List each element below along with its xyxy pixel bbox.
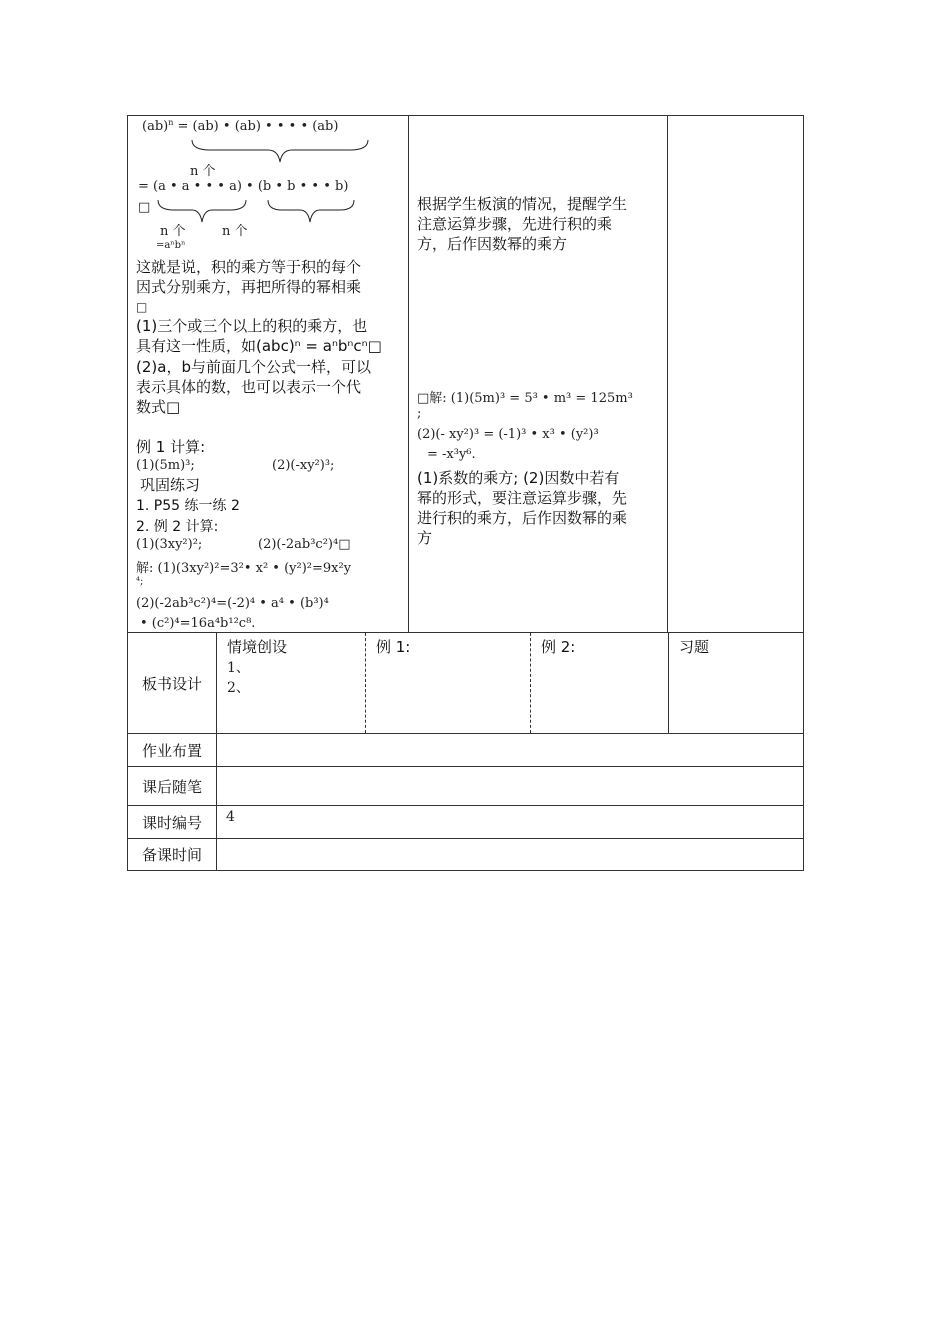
underbrace-icon — [156, 198, 356, 224]
solution-line: ; — [417, 406, 422, 421]
board-cell-exercise: 习题 — [669, 633, 804, 734]
lesson-number-value: 4 — [217, 806, 804, 839]
example-1-title: 例 1 计算: — [136, 438, 206, 456]
n-count-label: n 个 — [190, 164, 216, 179]
underbrace-icon — [190, 138, 370, 164]
lesson-number-row — [128, 806, 804, 839]
example-2-item: (1)(3xy²)²; — [136, 537, 203, 552]
n-count-label: n 个 — [222, 224, 248, 239]
board-design-row — [128, 633, 804, 734]
solution-line: = -x³y⁶. — [427, 447, 476, 462]
board-design-label: 板书设计 — [128, 633, 217, 734]
prep-time-value — [217, 839, 804, 871]
practice-item: 2. 例 2 计算: — [136, 519, 219, 535]
homework-value — [217, 734, 804, 767]
lesson-info-table — [127, 632, 804, 871]
practice-item: 1. P55 练一练 2 — [136, 498, 240, 514]
derivation-line-1: (ab)$^n$ = (ab) • (ab) • • • • (ab) — [142, 118, 339, 134]
placeholder-mark: □ — [138, 200, 151, 215]
solution-line: □解: (1)(5m)³ = 5³ • m³ = 125m³ — [417, 391, 633, 406]
derivation-line-2: = (a • a • • • a) • (b • b • • • b) — [138, 179, 349, 194]
example-1-item: (2)(-xy²)³; — [272, 458, 335, 473]
homework-row — [128, 734, 804, 767]
prep-time-row — [128, 839, 804, 871]
homework-label: 作业布置 — [128, 734, 217, 767]
example-2-item: (2)(-2ab³c²)⁴□ — [258, 537, 351, 552]
teaching-hint: 根据学生板演的情况，提醒学生 注意运算步骤，先进行积的乘 方，后作因数幂的乘方 — [417, 195, 628, 253]
lesson-content-table — [127, 115, 804, 633]
column-divider — [408, 116, 409, 632]
prep-time-label: 备课时间 — [128, 839, 217, 871]
solution-line: (2)(-2ab³c²)⁴=(-2)⁴ • a⁴ • (b³)⁴ — [136, 596, 329, 611]
column-divider — [667, 116, 668, 632]
note-1: (1)三个或三个以上的积的乘方，也 具有这一性质，如(abc)ⁿ = aⁿbⁿcⁿ□ — [136, 317, 382, 355]
board-cell-example-1: 例 1: — [366, 633, 531, 734]
rule-text: 这就是说，积的乘方等于积的每个 因式分别乘方，再把所得的幂相乘 □ — [136, 258, 362, 314]
reflection-label: 课后随笔 — [128, 767, 217, 806]
derivation-result: =aⁿbⁿ — [156, 240, 186, 251]
practice-title: 巩固练习 — [140, 476, 201, 494]
n-count-label: n 个 — [160, 224, 186, 239]
board-cell-intro: 情境创设 1、 2、 — [217, 633, 366, 734]
reflection-value — [217, 767, 804, 806]
example-1-item: (1)(5m)³; — [136, 458, 195, 473]
solution-line: • (c²)⁴=16a⁴b¹²c⁸. — [140, 616, 256, 631]
solution-note: (1)系数的乘方; (2)因数中若有 幂的形式，要注意运算步骤，先 进行积的乘方，后作因数幂的乘 方 — [417, 469, 628, 547]
lesson-number-label: 课时编号 — [128, 806, 217, 839]
solution-line: (2)(- xy²)³ = (-1)³ • x³ • (y²)³ — [417, 427, 599, 442]
solution-line: 解: (1)(3xy²)²=3²• x² • (y²)²=9x²y — [136, 561, 352, 576]
solution-line: ⁴; — [136, 576, 144, 587]
board-cell-example-2: 例 2: — [531, 633, 669, 734]
reflection-row — [128, 767, 804, 806]
note-2: (2)a，b与前面几个公式一样，可以 表示具体的数，也可以表示一个代 数式□ — [136, 358, 371, 416]
